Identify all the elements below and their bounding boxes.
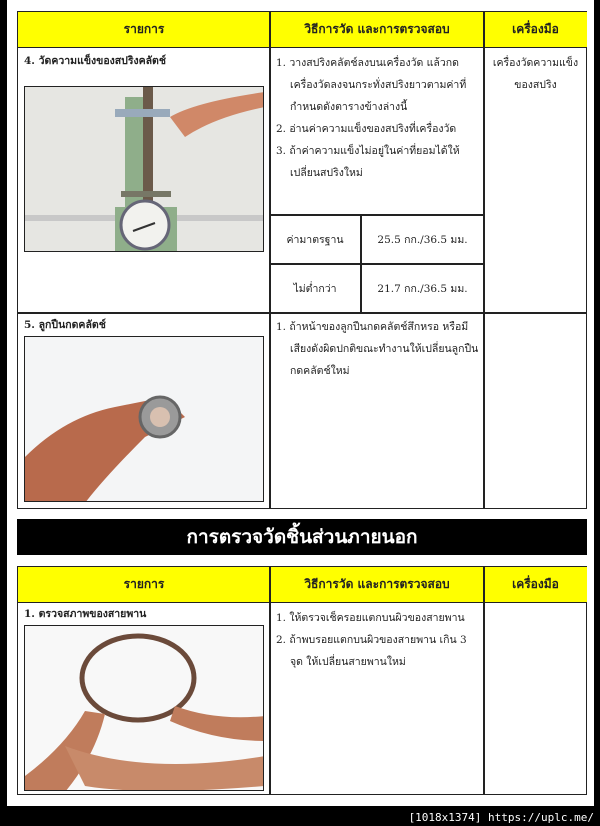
section-banner: การตรวจวัดชิ้นส่วนภายนอก bbox=[17, 519, 587, 555]
method-steps bbox=[276, 316, 480, 382]
belt-inspection-photo bbox=[24, 625, 264, 791]
header-item: รายการ bbox=[18, 12, 270, 48]
method-steps bbox=[276, 607, 480, 673]
spec-value: 21.7 กก./36.5 มม. bbox=[377, 282, 468, 295]
header-method: วิธีการวัด และการตรวจสอบ bbox=[270, 567, 484, 603]
inspection-table-1 bbox=[17, 11, 587, 509]
spec-value: 25.5 กก./36.5 มม. bbox=[377, 233, 468, 246]
header-tool: เครื่องมือ bbox=[484, 567, 587, 603]
spec-label: ค่ามาตรฐาน bbox=[286, 233, 344, 246]
inspection-table-2 bbox=[17, 566, 587, 795]
step: 2. ถ้าพบรอยแตกบนผิวของสายพาน เกิน 3 จุด ให้เปลี่ยนสายพานใหม่ bbox=[276, 634, 467, 668]
tool-name: เครื่องวัดความแข็งของสปริง bbox=[492, 57, 579, 91]
method-steps bbox=[276, 52, 480, 184]
step: 1. ถ้าหน้าของลูกปืนกดคลัตช์สึกหรอ หรือมีเสียงดังผิดปกติขณะทำงานให้เปลี่ยนลูกปืนกดคลัตช์ใหม่ bbox=[276, 321, 479, 377]
clutch-bearing-photo bbox=[24, 336, 264, 502]
step: 3. ถ้าค่าความแข็งไม่อยู่ในค่าที่ยอมได้ให้เปลี่ยนสปริงใหม่ bbox=[276, 145, 460, 179]
header-tool: เครื่องมือ bbox=[484, 12, 587, 48]
item-title: 1. ตรวจสภาพของสายพาน bbox=[24, 608, 147, 620]
step: 1. วางสปริงคลัตช์ลงบนเครื่องวัด แล้วกดเครื่องวัดลงจนกระทั่งสปริงยาวตามค่าที่กำหนดดังตารางข้างล่างนี้ bbox=[276, 57, 467, 113]
step: 2. อ่านค่าความแข็งของสปริงที่เครื่องวัด bbox=[276, 123, 457, 135]
item-title: 4. วัดความแข็งของสปริงคลัตช์ bbox=[24, 55, 166, 67]
header-item: รายการ bbox=[18, 567, 270, 603]
header-method: วิธีการวัด และการตรวจสอบ bbox=[270, 12, 484, 48]
spec-label: ไม่ต่ำกว่า bbox=[293, 282, 337, 295]
step: 1. ให้ตรวจเช็ครอยแตกบนผิวของสายพาน bbox=[276, 612, 465, 624]
item-title: 5. ลูกปืนกดคลัตช์ bbox=[24, 319, 106, 331]
image-size-watermark: [1018x1374] https://uplc.me/ bbox=[408, 811, 594, 824]
spring-tester-photo bbox=[24, 86, 264, 252]
